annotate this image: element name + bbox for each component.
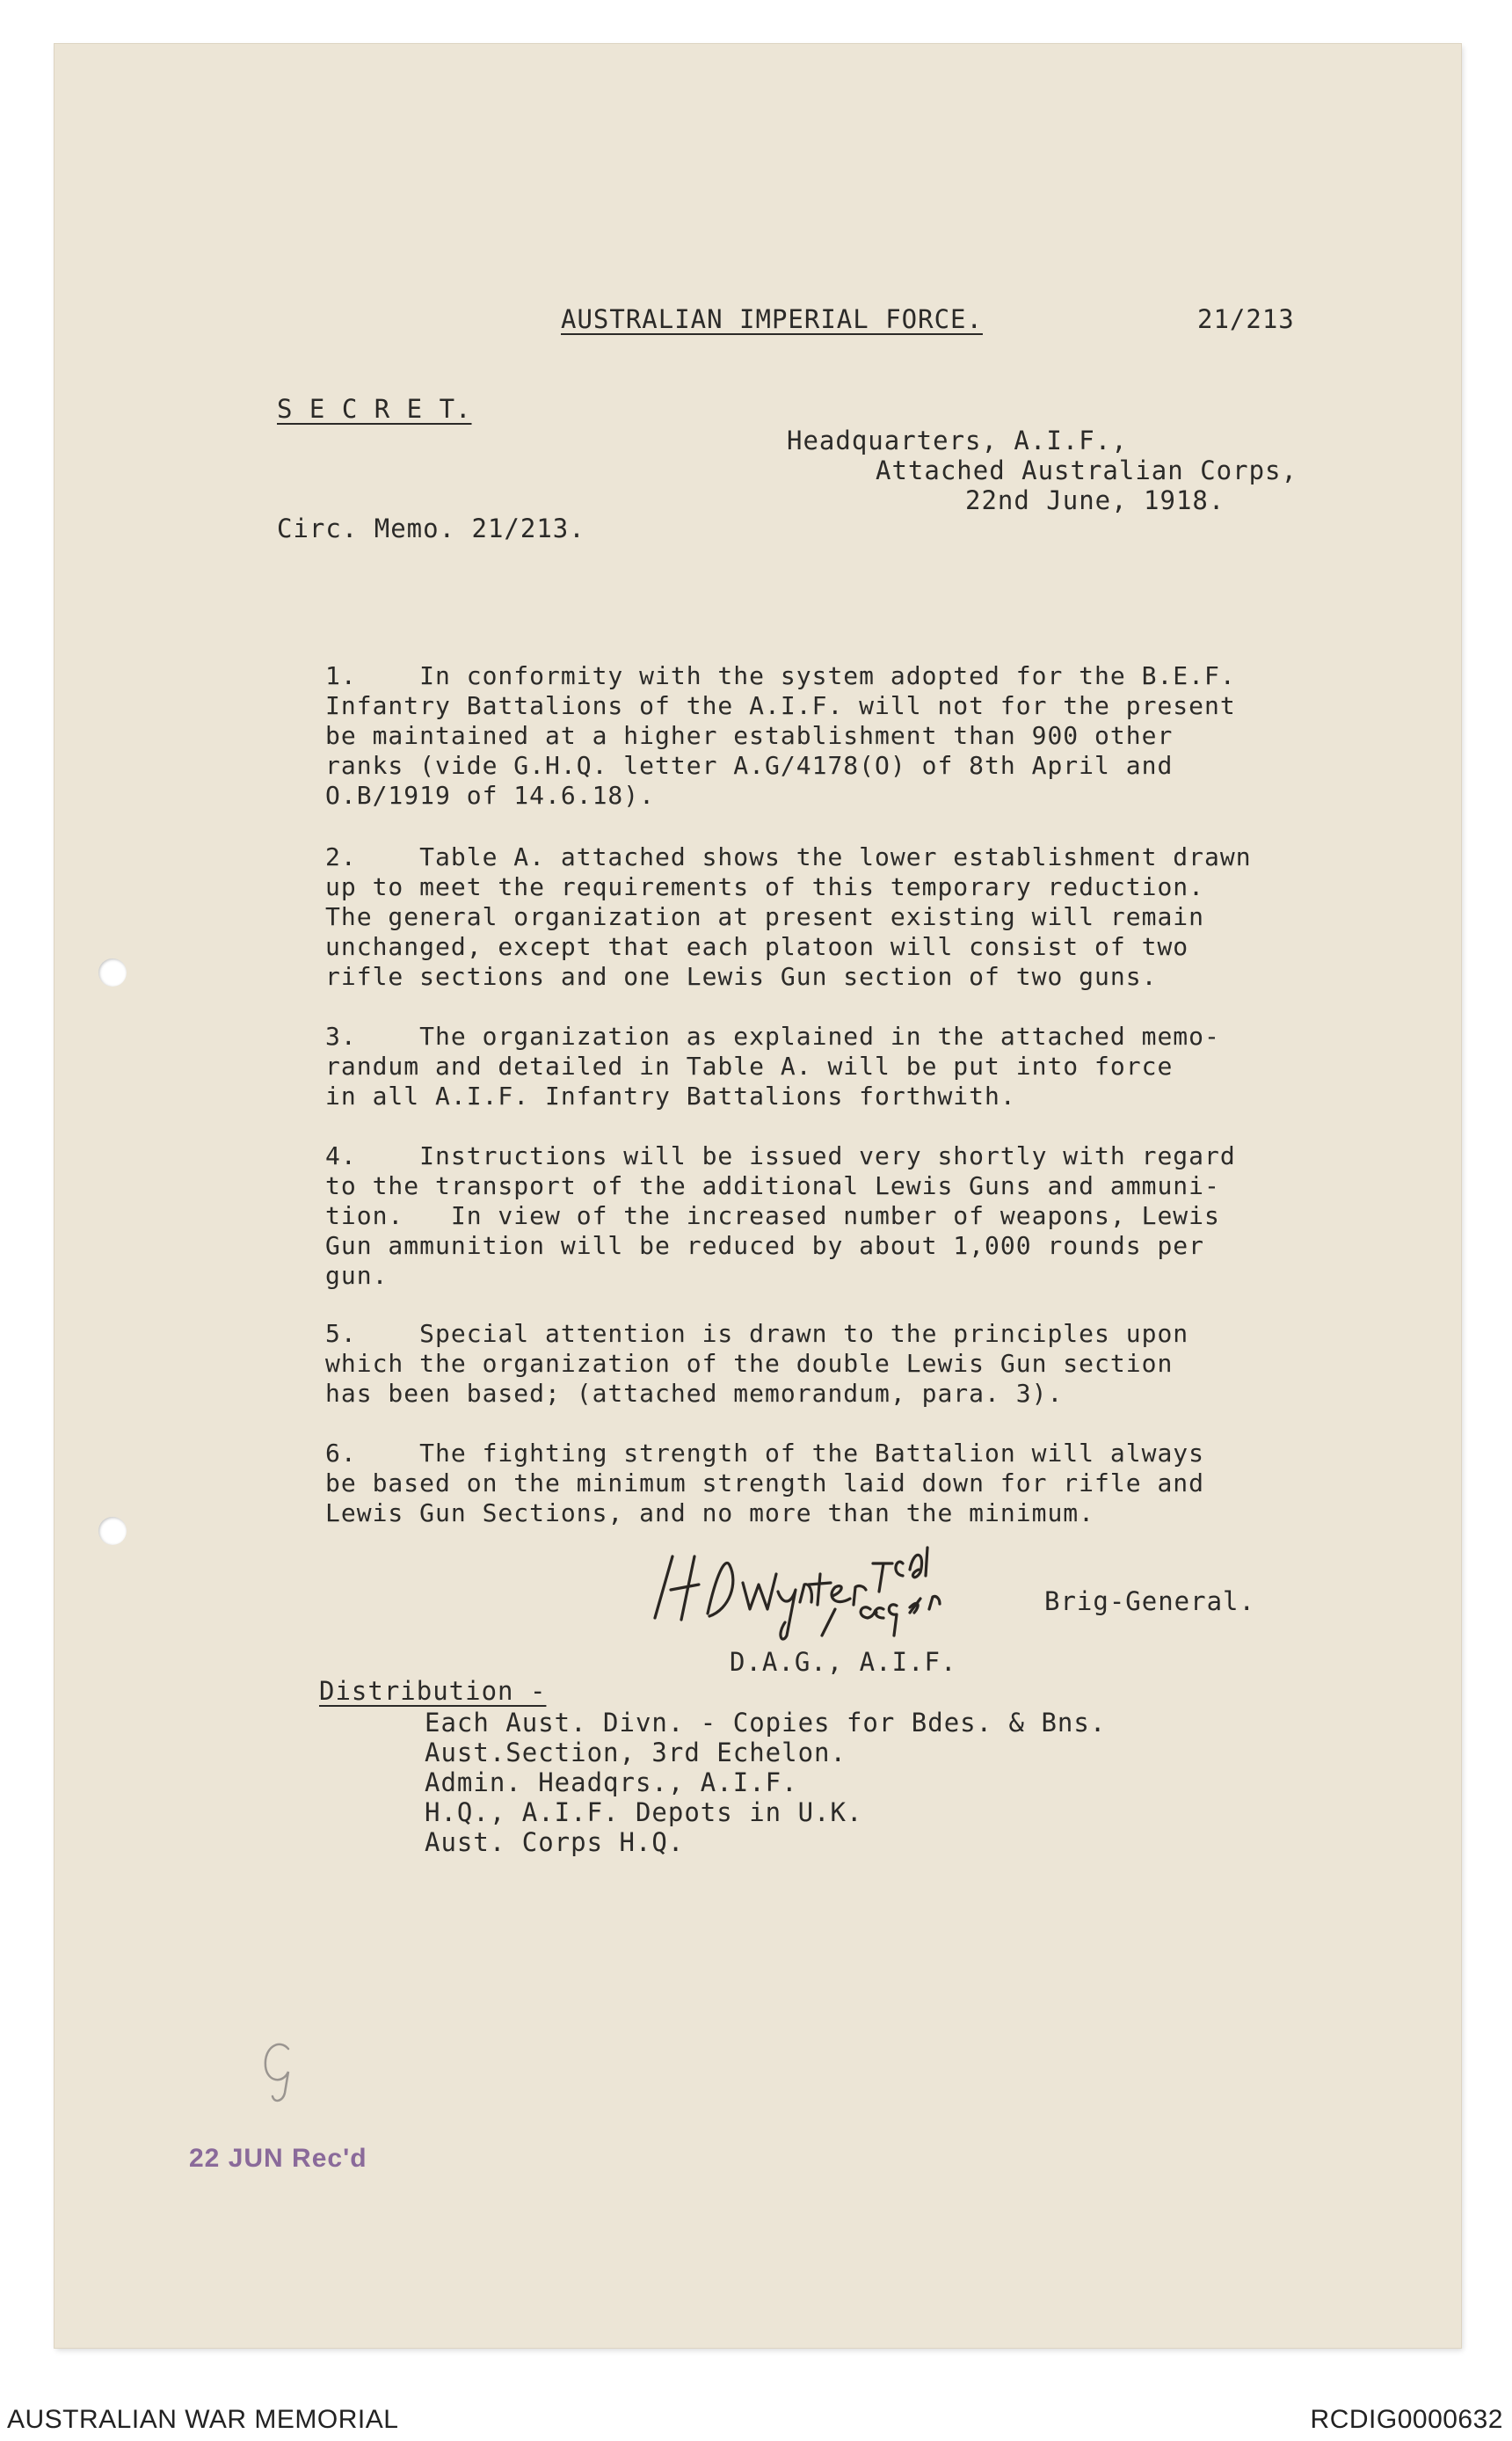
memo-reference: Circ. Memo. 21/213. (277, 514, 585, 543)
footer-archive-name: AUSTRALIAN WAR MEMORIAL (7, 2405, 399, 2434)
paragraph-6: 6. The fighting strength of the Battalion will always be based on the minimum strength laid down for rifle and Lewis Gun Sections, and no more than the minimum. (325, 1439, 1205, 1527)
punch-hole-bottom (98, 1517, 127, 1545)
handwritten-signature (646, 1521, 1068, 1653)
distribution-item: Aust.Section, 3rd Echelon. (425, 1738, 847, 1767)
signatory-title: Brig-General. (1044, 1586, 1255, 1616)
address-line-2: Attached Australian Corps, (876, 455, 1298, 485)
file-reference: 21/213 (1197, 304, 1295, 334)
paragraph-1: 1. In conformity with the system adopted for the B.E.F. Infantry Battalions of the A.I.F. will not for the present be maintained at a higher establishment than 900 other ranks (vide G.H.Q. letter A.G/4178(O) of 8th April and O.B/1919 of 14.6.18). (325, 661, 1236, 810)
footer-document-id: RCDIG0000632 (1310, 2405, 1503, 2434)
paragraph-4: 4. Instructions will be issued very shortly with regard to the transport of the additional Lewis Guns and ammuni- tion. In view of the increased number of weapons, Lewis Gun ammunition will be reduced by about 1,000 rounds per gun. (325, 1141, 1236, 1290)
classification-secret: S E C R E T. (277, 394, 472, 424)
paragraph-3: 3. The organization as explained in the attached memo- randum and detailed in Table A. will be put into force in all A.I.F. Infantry Battalions forthwith. (325, 1022, 1220, 1111)
distribution-item: Aust. Corps H.Q. (425, 1827, 685, 1857)
document-title: AUSTRALIAN IMPERIAL FORCE. (561, 304, 983, 334)
signatory-office: D.A.G., A.I.F. (730, 1647, 957, 1677)
distribution-item: Each Aust. Divn. - Copies for Bdes. & Bns. (425, 1708, 1107, 1738)
document-date: 22nd June, 1918. (965, 485, 1225, 515)
address-line-1: Headquarters, A.I.F., (787, 426, 1128, 455)
received-stamp: 22 JUN Rec'd (189, 2144, 367, 2173)
paragraph-5: 5. Special attention is drawn to the principles upon which the organization of the double Lewis Gun section has been based; (attached memorandum, para. 3). (325, 1319, 1189, 1408)
pencil-mark (253, 2038, 306, 2109)
paragraph-2: 2. Table A. attached shows the lower establishment drawn up to meet the requirements of this temporary reduction. The general organization at present existing will remain unchanged, except that each platoon will consist of two rifle sections and one Lewis Gun section of two guns. (325, 842, 1252, 991)
distribution-item: Admin. Headqrs., A.I.F. (425, 1767, 798, 1797)
punch-hole-top (98, 958, 127, 987)
distribution-heading: Distribution - (319, 1676, 547, 1706)
distribution-item: H.Q., A.I.F. Depots in U.K. (425, 1797, 863, 1827)
